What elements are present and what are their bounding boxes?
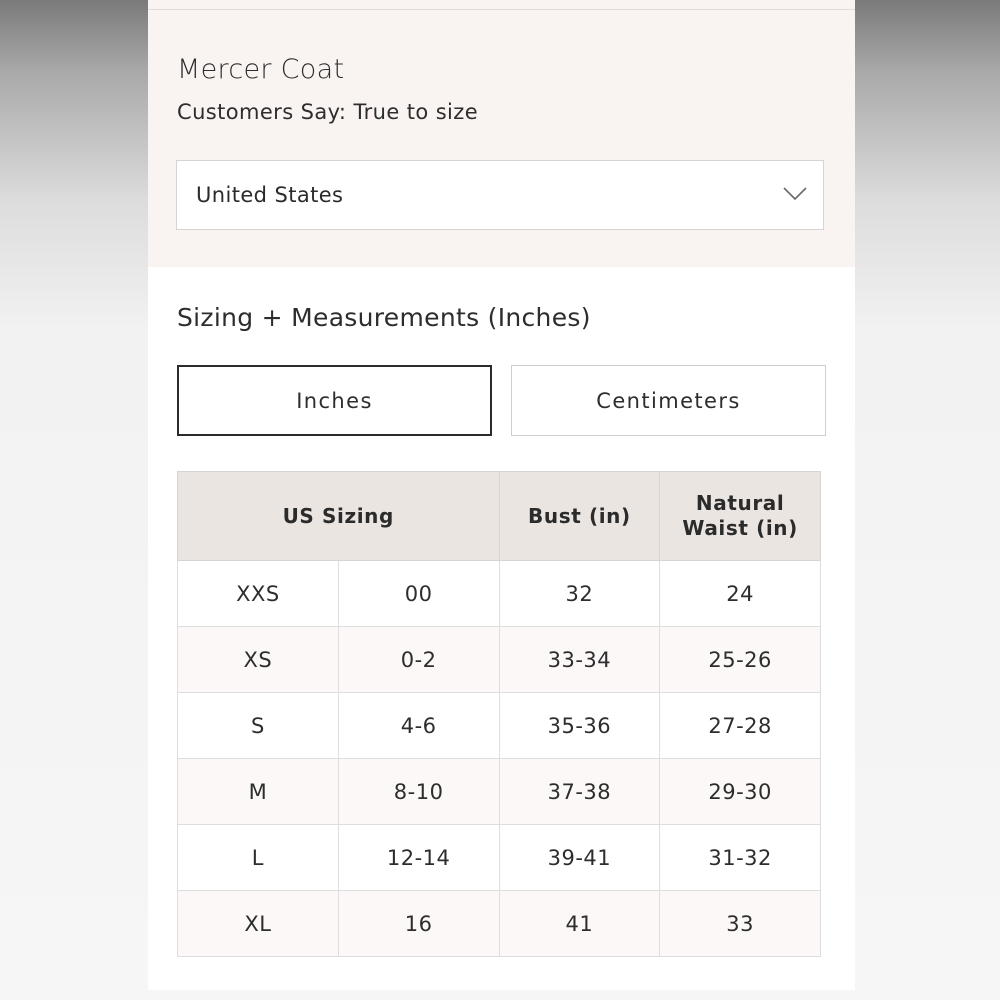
size-number-cell: 12-14	[338, 825, 499, 891]
size-guide-panel	[148, 0, 855, 990]
table-row	[178, 627, 821, 693]
bust-cell: 33-34	[499, 627, 660, 693]
header-bust: Bust (in)	[499, 472, 660, 561]
product-header-section	[148, 10, 855, 267]
waist-cell: 31-32	[660, 825, 821, 891]
size-chart-table	[177, 471, 821, 957]
table-row	[178, 693, 821, 759]
size-number-cell: 00	[338, 561, 499, 627]
country-select-value: United States	[196, 183, 344, 207]
sizing-title: Sizing + Measurements (Inches)	[177, 303, 591, 332]
bust-cell: 32	[499, 561, 660, 627]
size-number-cell: 4-6	[338, 693, 499, 759]
size-number-cell: 0-2	[338, 627, 499, 693]
size-label-cell: S	[178, 693, 339, 759]
waist-cell: 29-30	[660, 759, 821, 825]
waist-cell: 27-28	[660, 693, 821, 759]
country-select[interactable]	[176, 160, 824, 230]
bust-cell: 39-41	[499, 825, 660, 891]
header-natural-waist: Natural Waist (in)	[660, 472, 821, 561]
fit-note: Customers Say: True to size	[177, 100, 479, 124]
size-number-cell: 16	[338, 891, 499, 957]
chevron-down-icon	[783, 187, 807, 201]
size-label-cell: M	[178, 759, 339, 825]
product-name: Mercer Coat	[177, 54, 345, 85]
size-number-cell: 8-10	[338, 759, 499, 825]
waist-cell: 25-26	[660, 627, 821, 693]
table-row	[178, 561, 821, 627]
background-right	[855, 0, 1000, 1000]
table-row	[178, 825, 821, 891]
bust-cell: 37-38	[499, 759, 660, 825]
top-divider	[148, 0, 855, 10]
centimeters-button[interactable]: Centimeters	[511, 365, 826, 436]
size-label-cell: XXS	[178, 561, 339, 627]
table-row	[178, 891, 821, 957]
size-label-cell: XL	[178, 891, 339, 957]
size-label-cell: XS	[178, 627, 339, 693]
header-us-sizing: US Sizing	[178, 472, 500, 561]
waist-cell: 24	[660, 561, 821, 627]
waist-cell: 33	[660, 891, 821, 957]
bust-cell: 41	[499, 891, 660, 957]
inches-button[interactable]: Inches	[177, 365, 492, 436]
size-label-cell: L	[178, 825, 339, 891]
bust-cell: 35-36	[499, 693, 660, 759]
table-row	[178, 759, 821, 825]
table-header-row	[178, 472, 821, 561]
background-left	[0, 0, 148, 1000]
